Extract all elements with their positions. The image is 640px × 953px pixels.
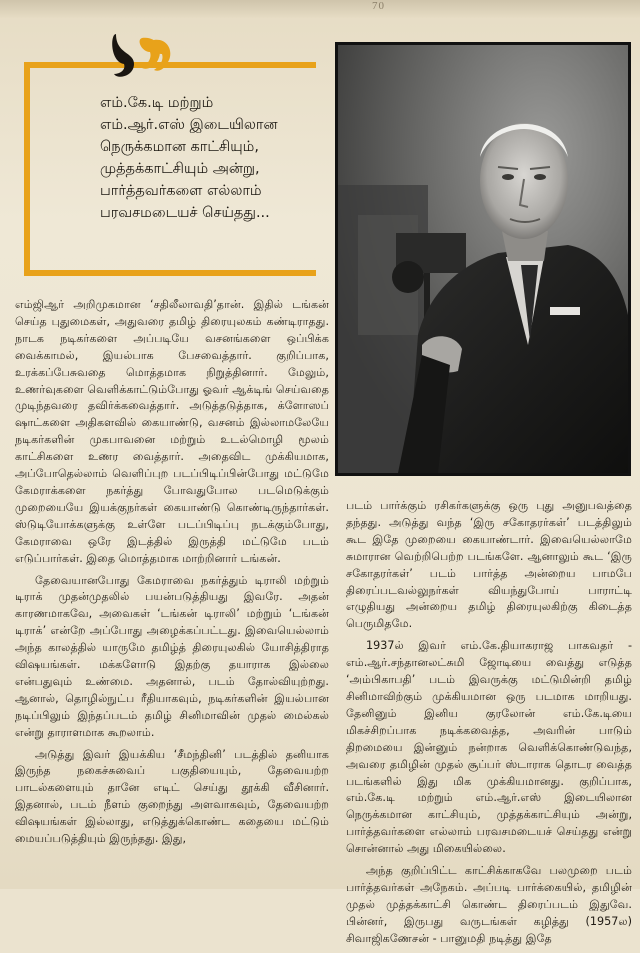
article-paragraph: 1937ல் இவர் எம்.கே.தியாகராஜ பாகவதர் - எம்.ஆர்.சந்தானலட்சுமி ஜோடியை வைத்து எடுத்த ‘அம்பிகாபதி’ படம் இவருக்கு மட்டுமின்றி தமிழ் சினிமாவிற்கும் முக்கியமான ஒரு படமாக மாறியது. தேனினும் இனிய குரலோன் எம்.கே.டியை மிகச்சிறப்பாக நடிக்கவைத்த, அவரின் பாடும் திறமையை இன்னும் நன்றாக வெளிக்கொண்டுவந்த, அவரை தமிழின் முதல் சூப்பர் ஸ்டாராக தொடர வைத்த படங்களில் இது மிக முக்கியமானது. குறிப்பாக, எம்.கே.டி மற்றும் எம்.ஆர்.எஸ் இடையிலான நெருக்கமான காட்சியும், முத்தக்காட்சியும் அன்று, பார்த்தவர்களை எல்லாம் பரவசமடையச் செய்தது என்று சொன்னால் அது மிகையில்லை. (346, 639, 632, 856)
article-paragraph: எம்ஜிஆர் அறிமுகமான ‘சதிலீலாவதி’தான். இதில் டங்கன் செய்த புதுமைகள், அதுவரை தமிழ் திரையுலகம் கண்டிராதது. நாடக நடிகர்களை அப்படியே வசனங்களை ஒப்பிக்க வைக்காமல், இயல்பாக பேசவைத்தார். குறிப்பாக, உரக்கப்பேசுவதை மொத்தமாக நிறுத்தினார். மேலும், உணர்வுகளை வெளிக்காட்டும்போது ஓவர் ஆக்டிங் செய்வதை முடிந்தவரை தவிர்க்கவைத்தார். அடுத்தடுத்தாக, க்ளோஸப் ஷாட்களை அதிகளவில் கையாண்டு, வசனம் இல்லாமலேயே நடிகர்களின் முகபாவனை மற்றும் உடல்மொழி மூலம் காட்சிகளை உணர வைத்தார். அதைவிட முக்கியமாக, அப்போதெல்லாம் வெளிப்புற படப்பிடிப்பின்போது மட்டுமே கேமராக்களை நகர்த்து போவதுபோல படமெடுக்கும் முறையையே இயக்குநர்கள் கையாண்டு கொண்டிருந்தார்கள். ஸ்டுடியோக்களுக்கு உள்ளே படப்பிடிப்பு நடக்கும்போது, கேமராவை ஒரே இடத்தில் இருத்தி மட்டுமே படம் எடுப்பார்கள். இதை மொத்தமாக மாற்றினார் டங்கன். (15, 298, 329, 565)
article-paragraph: அடுத்து இவர் இயக்கிய ‘சீமந்தினி’ படத்தில் தனியாக இருந்த நகைச்சுவைப் பகுதியையும், தேவையற்ற பாடல்களையும் தானே எடிட் செய்து தூக்கி வீசினார். இதனால், படம் நீளம் குறைந்து அளவாகவும், தேவையற்ற விஷயங்கள் இல்லாது, எடுத்துக்கொண்ட கதையை மட்டும் மையப்படுத்தியும் இருந்தது. இது, (15, 747, 329, 846)
photo-frame (335, 42, 631, 476)
pull-quote-line: நெருக்கமான காட்சியும், (100, 139, 259, 155)
article-column-left (15, 297, 329, 853)
article-paragraph: அந்த குறிப்பிட்ட காட்சிக்காகவே பலமுறை படம் பார்த்தவர்கள் அநேகம். அப்படி பார்க்கையில், தமிழின் முதல் முத்தக்காட்சி கொண்ட திரைப்படம் இதுவே. பின்னர், இருபது வருடங்கள் கழித்து (1957ல) சிவாஜிகணேசன் - பானுமதி நடித்து இதே (346, 864, 632, 945)
page-number: 70 (372, 0, 385, 12)
pull-quote-text (100, 92, 290, 224)
pull-quote-line: பரவசமடையச் செய்தது... (100, 205, 270, 221)
quote-mark-icon (112, 30, 172, 82)
portrait-photo-icon (338, 45, 628, 473)
top-strip (0, 0, 640, 18)
pull-quote-line: எம்.ஆர்.எஸ் இடையிலான (100, 117, 278, 133)
pull-quote-line: பார்த்தவர்களை எல்லாம் (100, 183, 262, 199)
article-paragraph: தேவையானபோது கேமராவை நகர்த்தும் டிராலி மற்றும் டிராக் முதன்முதலில் பயன்படுத்தியது இவரே. அதன் காரணமாகவே, அவைகள் ‘டங்கன் டிராலி’ மற்றும் ‘டங்கன் டிராக்’ என்றே அப்போது அழைக்கப்பட்டது. இவையெல்லாம் அந்த காலத்தில் யாருமே தமிழ்த் திரையுலகில் யோசித்திராத விஷயங்கள். மக்களோடு இதற்கு தயாராக இல்லை என்பதுவும் உண்மை. அதனால், படம் தோல்வியுற்றது. ஆனால், தொழில்நுட்ப ரீதியாகவும், நடிகர்களின் இயல்பான நடிப்பிலும் இந்தப்படம் தமிழ் சினிமாவின் முதல் மைல்கல் என்று தாராளமாக கூறலாம். (15, 573, 329, 739)
article-column-right (346, 498, 632, 953)
article-paragraph: படம் பார்க்கும் ரசிகர்களுக்கு ஒரு புது அனுபவத்தை தந்தது. அடுத்து வந்த ‘இரு சகோதரர்கள்’ படத்திலும் கூட இதே முறையை கையாண்டார். இவையெல்லாமே சுமாரான வெற்றிபெற்ற படங்களே. ஆனாலும் கூட ‘இரு சகோதரர்கள்’ படம் பார்த்த அன்றைய பாமபே திரைப்படவல்லுநர்கள் வியந்துபோய் பாராட்டி எழுதியது அன்றைய தமிழ் திரையுலகிற்கு கிடைத்த பெருமிதமே. (346, 499, 632, 631)
pull-quote-line: எம்.கே.டி மற்றும் (100, 95, 214, 111)
pull-quote-line: முத்தக்காட்சியும் அன்று, (100, 161, 260, 177)
